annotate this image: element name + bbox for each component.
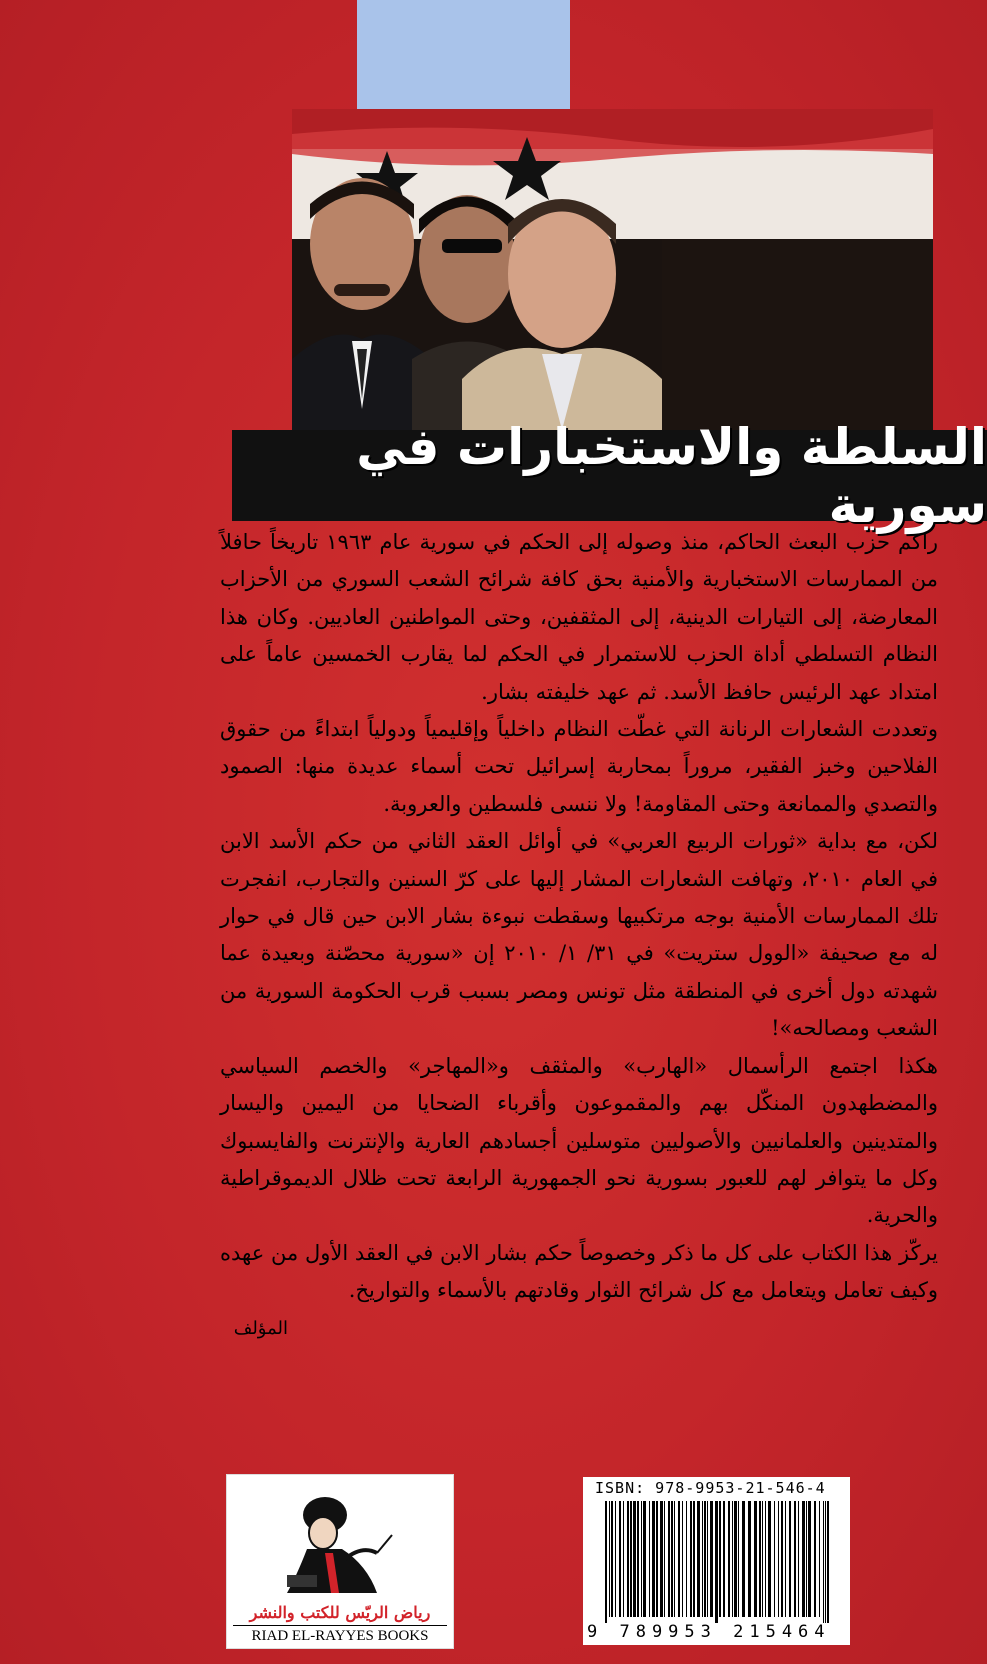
barcode-bar (734, 1501, 737, 1617)
publisher-logo (226, 1474, 454, 1649)
blurb-text (220, 524, 938, 1347)
barcode-bar (704, 1501, 706, 1617)
barcode-bar (806, 1501, 807, 1617)
barcode-bars (583, 1477, 850, 1645)
barcode-bar (637, 1501, 639, 1617)
barcode-bar (819, 1501, 820, 1617)
blurb-paragraph-1: راكم حزب البعث الحاكم، منذ وصوله إلى الحكم في سورية عام ١٩٦٣ تاريخاً حافلاً من الممارسات الاستخبارية والأمنية بحق كافة شرائح الشعب السوري من الأحزاب المعارضة، إلى التيارات الدينية، إلى المثقفين، وحتى المواطنين العاديين. وكان هذا النظام التسلطي أداة الحزب للاستمرار في الحكم لما يقارب الخمسين عاماً على امتداد عهد الرئيس حافظ الأسد. ثم عهد خليفته بشار. (220, 530, 938, 704)
barcode-bar (759, 1501, 761, 1617)
barcode-bar (715, 1501, 718, 1623)
barcode-bar (781, 1501, 783, 1617)
blurb-paragraph-4: هكذا اجتمع الرأسمال «الهارب» والمثقف و«المهاجر» والخصم السياسي والمضطهدون المنكّل بهم والمقموعون وأقرباء الضحايا من اليمين واليسار والمتدينين والعلمانيين والأصوليين متوسلين أجسادهم العارية والإنترنت والفايسبوك وكل ما يتوافر لهم للعبور بسورية نحو الجمهورية الرابعة تحت ظلال الديموقراطية والحرية. (220, 1053, 938, 1228)
barcode-bar (808, 1501, 811, 1617)
barcode-bar (605, 1501, 607, 1623)
blurb-paragraph-5: يركّز هذا الكتاب على كل ما ذكر وخصوصاً حكم بشار الابن في العقد الأول من عهده وكيف تعامل ويتعامل مع كل شرائح الثوار وقادتهم بالأسماء والتواريخ. (220, 1240, 938, 1303)
barcode-bar (798, 1501, 799, 1617)
barcode-bar (814, 1501, 816, 1617)
barcode-bar (742, 1501, 745, 1617)
barcode-bar (693, 1501, 695, 1617)
top-color-tab (357, 0, 570, 109)
barcode-bar (609, 1501, 610, 1617)
barcode (583, 1477, 850, 1645)
publisher-name-english: RIAD EL-RAYYES BOOKS (233, 1625, 447, 1645)
barcode-bar (794, 1501, 796, 1617)
barcode-bar (765, 1501, 766, 1617)
author-signature: المؤلف (233, 1317, 288, 1339)
barcode-bar (656, 1501, 658, 1617)
barcode-bar (615, 1501, 616, 1617)
barcode-bar (774, 1501, 775, 1617)
publisher-name-arabic: رياض الريّس للكتب والنشر (249, 1603, 431, 1622)
cover-photo (292, 109, 933, 430)
publisher-figure-icon (227, 1475, 453, 1603)
barcode-bar (825, 1501, 826, 1623)
blurb-paragraph-3: لكن، مع بداية «ثورات الربيع العربي» في أوائل العقد الثاني من حكم الأسد الابن في العام ٢٠١٠، وتهافت الشعارات المشار إليها على كرّ السنين والتجارب، انفجرت تلك الممارسات الأمنية بوجه مرتكبيها وسقطت نبوءة بشار الابن حين قال في حوار له مع صحيفة «الوول ستريت» في ٣١/ ١/ ٢٠١٠ إن «سورية محصّنة وبعيدة عما شهدته دول أخرى في المنطقة مثل تونس ومصر بسبب قرب الحكومة السورية من الشعب ومصالحه»! (220, 829, 938, 1041)
barcode-bar (823, 1501, 824, 1623)
barcode-bar (785, 1501, 786, 1617)
barcode-bar (719, 1501, 721, 1617)
barcode-bar (710, 1501, 713, 1617)
barcode-bar (623, 1501, 624, 1617)
barcode-bar (748, 1501, 751, 1617)
barcode-bar (702, 1501, 703, 1617)
barcode-bar (627, 1501, 629, 1617)
barcode-bar (652, 1501, 655, 1617)
barcode-bar (643, 1501, 646, 1617)
barcode-bar (768, 1501, 771, 1617)
barcode-bar (619, 1501, 621, 1617)
book-title: السلطة والاستخبارات في سورية (356, 417, 987, 534)
isbn-label: ISBN: 978-9953-21-546-4 (595, 1479, 826, 1497)
barcode-bar (682, 1501, 683, 1617)
barcode-bar (678, 1501, 680, 1617)
barcode-bar (630, 1501, 632, 1617)
barcode-bar (707, 1501, 708, 1617)
barcode-bar (697, 1501, 700, 1617)
barcode-bar (660, 1501, 663, 1617)
barcode-bar (827, 1501, 829, 1623)
barcode-bar (668, 1501, 670, 1617)
barcode-bar (671, 1501, 673, 1617)
barcode-bar (778, 1501, 779, 1617)
barcode-bar (732, 1501, 733, 1617)
barcode-bar (664, 1501, 665, 1617)
barcode-bar (728, 1501, 730, 1617)
barcode-bar (754, 1501, 757, 1617)
barcode-bar (611, 1501, 613, 1617)
barcode-bar (738, 1501, 739, 1617)
barcode-bar (690, 1501, 692, 1617)
barcode-bar (789, 1501, 791, 1617)
blurb-paragraph-2: وتعددت الشعارات الرنانة التي غطّت النظام داخلياً وإقليمياً ودولياً ابتداءً من حقوق الفلاحين وخبز الفقير، مروراً بمحاربة إسرائيل تحت أسماء عديدة منها: الصمود والتصدي والممانعة وحتى المقاومة! ولا ننسى فلسطين والعروبة. (220, 717, 938, 816)
barcode-bar (649, 1501, 650, 1617)
barcode-bar (802, 1501, 805, 1617)
barcode-bar (762, 1501, 763, 1617)
barcode-bar (674, 1501, 675, 1617)
barcode-bar (686, 1501, 687, 1617)
isbn-digits: 9 789953 215464 (587, 1622, 831, 1642)
barcode-bar (633, 1501, 636, 1617)
barcode-bar (641, 1501, 642, 1617)
title-bar (232, 417, 987, 534)
barcode-bar (723, 1501, 725, 1617)
